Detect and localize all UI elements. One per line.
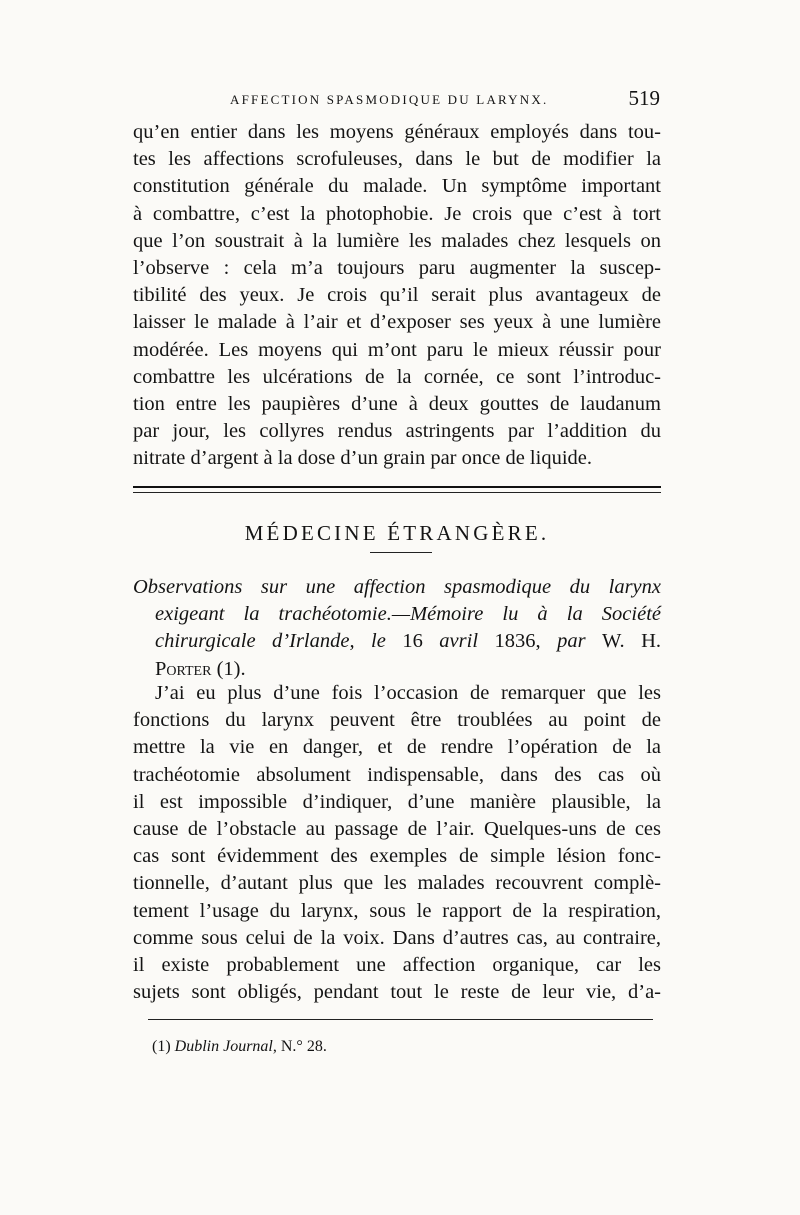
text-line: nitrate d’argent à la dose d’un grain par once de liquide.	[133, 447, 592, 470]
text-line: à combattre, c’est la photophobie. Je crois que c’est à tort	[133, 202, 661, 225]
text-line: cause de l’obstacle au passage de l’air. Quelques-uns de ces	[133, 817, 661, 840]
text-line: tes les affections scrofuleuses, dans le but de modifier la	[133, 148, 661, 171]
text-line: fonctions du larynx peuvent être troublées au point de	[133, 709, 661, 732]
main-paragraph	[133, 680, 661, 1006]
article-title-line: exigeant la trachéotomie.—Mémoire lu à la Société	[155, 603, 661, 626]
text-line: il existe probablement une affection organique, car les	[133, 953, 661, 976]
section-divider	[133, 486, 661, 493]
footnote-rule	[148, 1019, 653, 1020]
footnote-journal: Dublin Journal	[174, 1038, 273, 1055]
section-title: MÉDECINE ÉTRANGÈRE.	[244, 521, 550, 545]
text-line: modérée. Les moyens qui m’ont paru le mieux réussir pour	[133, 338, 661, 361]
article-day: 16	[402, 630, 423, 653]
text-line: il est impossible d’indiquer, d’une manière plausible, la	[133, 790, 661, 813]
article-par: par	[557, 630, 586, 653]
article-year: 1836,	[494, 630, 541, 653]
top-paragraph	[133, 119, 661, 472]
footnote	[152, 1038, 327, 1056]
article-title	[133, 574, 661, 683]
page-number: 519	[628, 86, 660, 110]
footnote-reference: (1).	[216, 657, 246, 680]
article-title-society: chirurgicale d’Irlande, le	[155, 630, 386, 653]
text-line: mettre la vie en danger, et de rendre l’opération de la	[133, 736, 661, 759]
text-line: J’ai eu plus d’une fois l’occasion de remarquer que les	[155, 682, 661, 704]
text-line: cas sont évidemment des exemples de simple lésion fonc-	[133, 845, 661, 868]
running-title: AFFECTION SPASMODIQUE DU LARYNX.	[230, 92, 549, 107]
article-title-line: Observations sur une affection spasmodique du larynx	[133, 576, 661, 598]
author-name: Porter	[155, 657, 212, 680]
text-line: que l’on soustrait à la lumière les malades chez lesquels on	[133, 229, 661, 252]
text-line: tibilité des yeux. Je crois qu’il serait plus avantageux de	[133, 284, 661, 307]
title-underline	[370, 552, 432, 553]
footnote-issue: , N.° 28.	[272, 1038, 327, 1055]
text-line: laisser le malade à l’air et d’exposer ses yeux à une lumière	[133, 311, 661, 334]
article-title-line	[133, 656, 661, 683]
text-line: tionnelle, d’autant plus que les malades recouvrent complè-	[133, 872, 661, 895]
text-line: combattre les ulcérations de la cornée, ce sont l’introduc-	[133, 365, 661, 388]
running-head	[230, 86, 660, 112]
text-line: l’observe : cela m’a toujours paru augmenter la suscep-	[133, 256, 661, 279]
article-month: avril	[439, 630, 479, 653]
text-line: tement l’usage du larynx, sous le rapport de la respiration,	[133, 899, 661, 922]
footnote-marker: (1)	[152, 1038, 171, 1055]
text-line: tion entre les paupières d’une à deux gouttes de laudanum	[133, 392, 661, 415]
text-line: constitution générale du malade. Un symptôme important	[133, 175, 661, 198]
author-initials: W. H.	[602, 630, 662, 653]
text-line: comme sous celui de la voix. Dans d’autres cas, au contraire,	[133, 926, 661, 949]
text-line: trachéotomie absolument indispensable, dans des cas où	[133, 763, 661, 786]
text-line: par jour, les collyres rendus astringents par l’addition du	[133, 420, 661, 443]
article-title-line	[133, 628, 661, 655]
text-line: qu’en entier dans les moyens généraux employés dans tou-	[133, 121, 661, 143]
text-line: sujets sont obligés, pendant tout le reste de leur vie, d’a-	[133, 981, 661, 1004]
